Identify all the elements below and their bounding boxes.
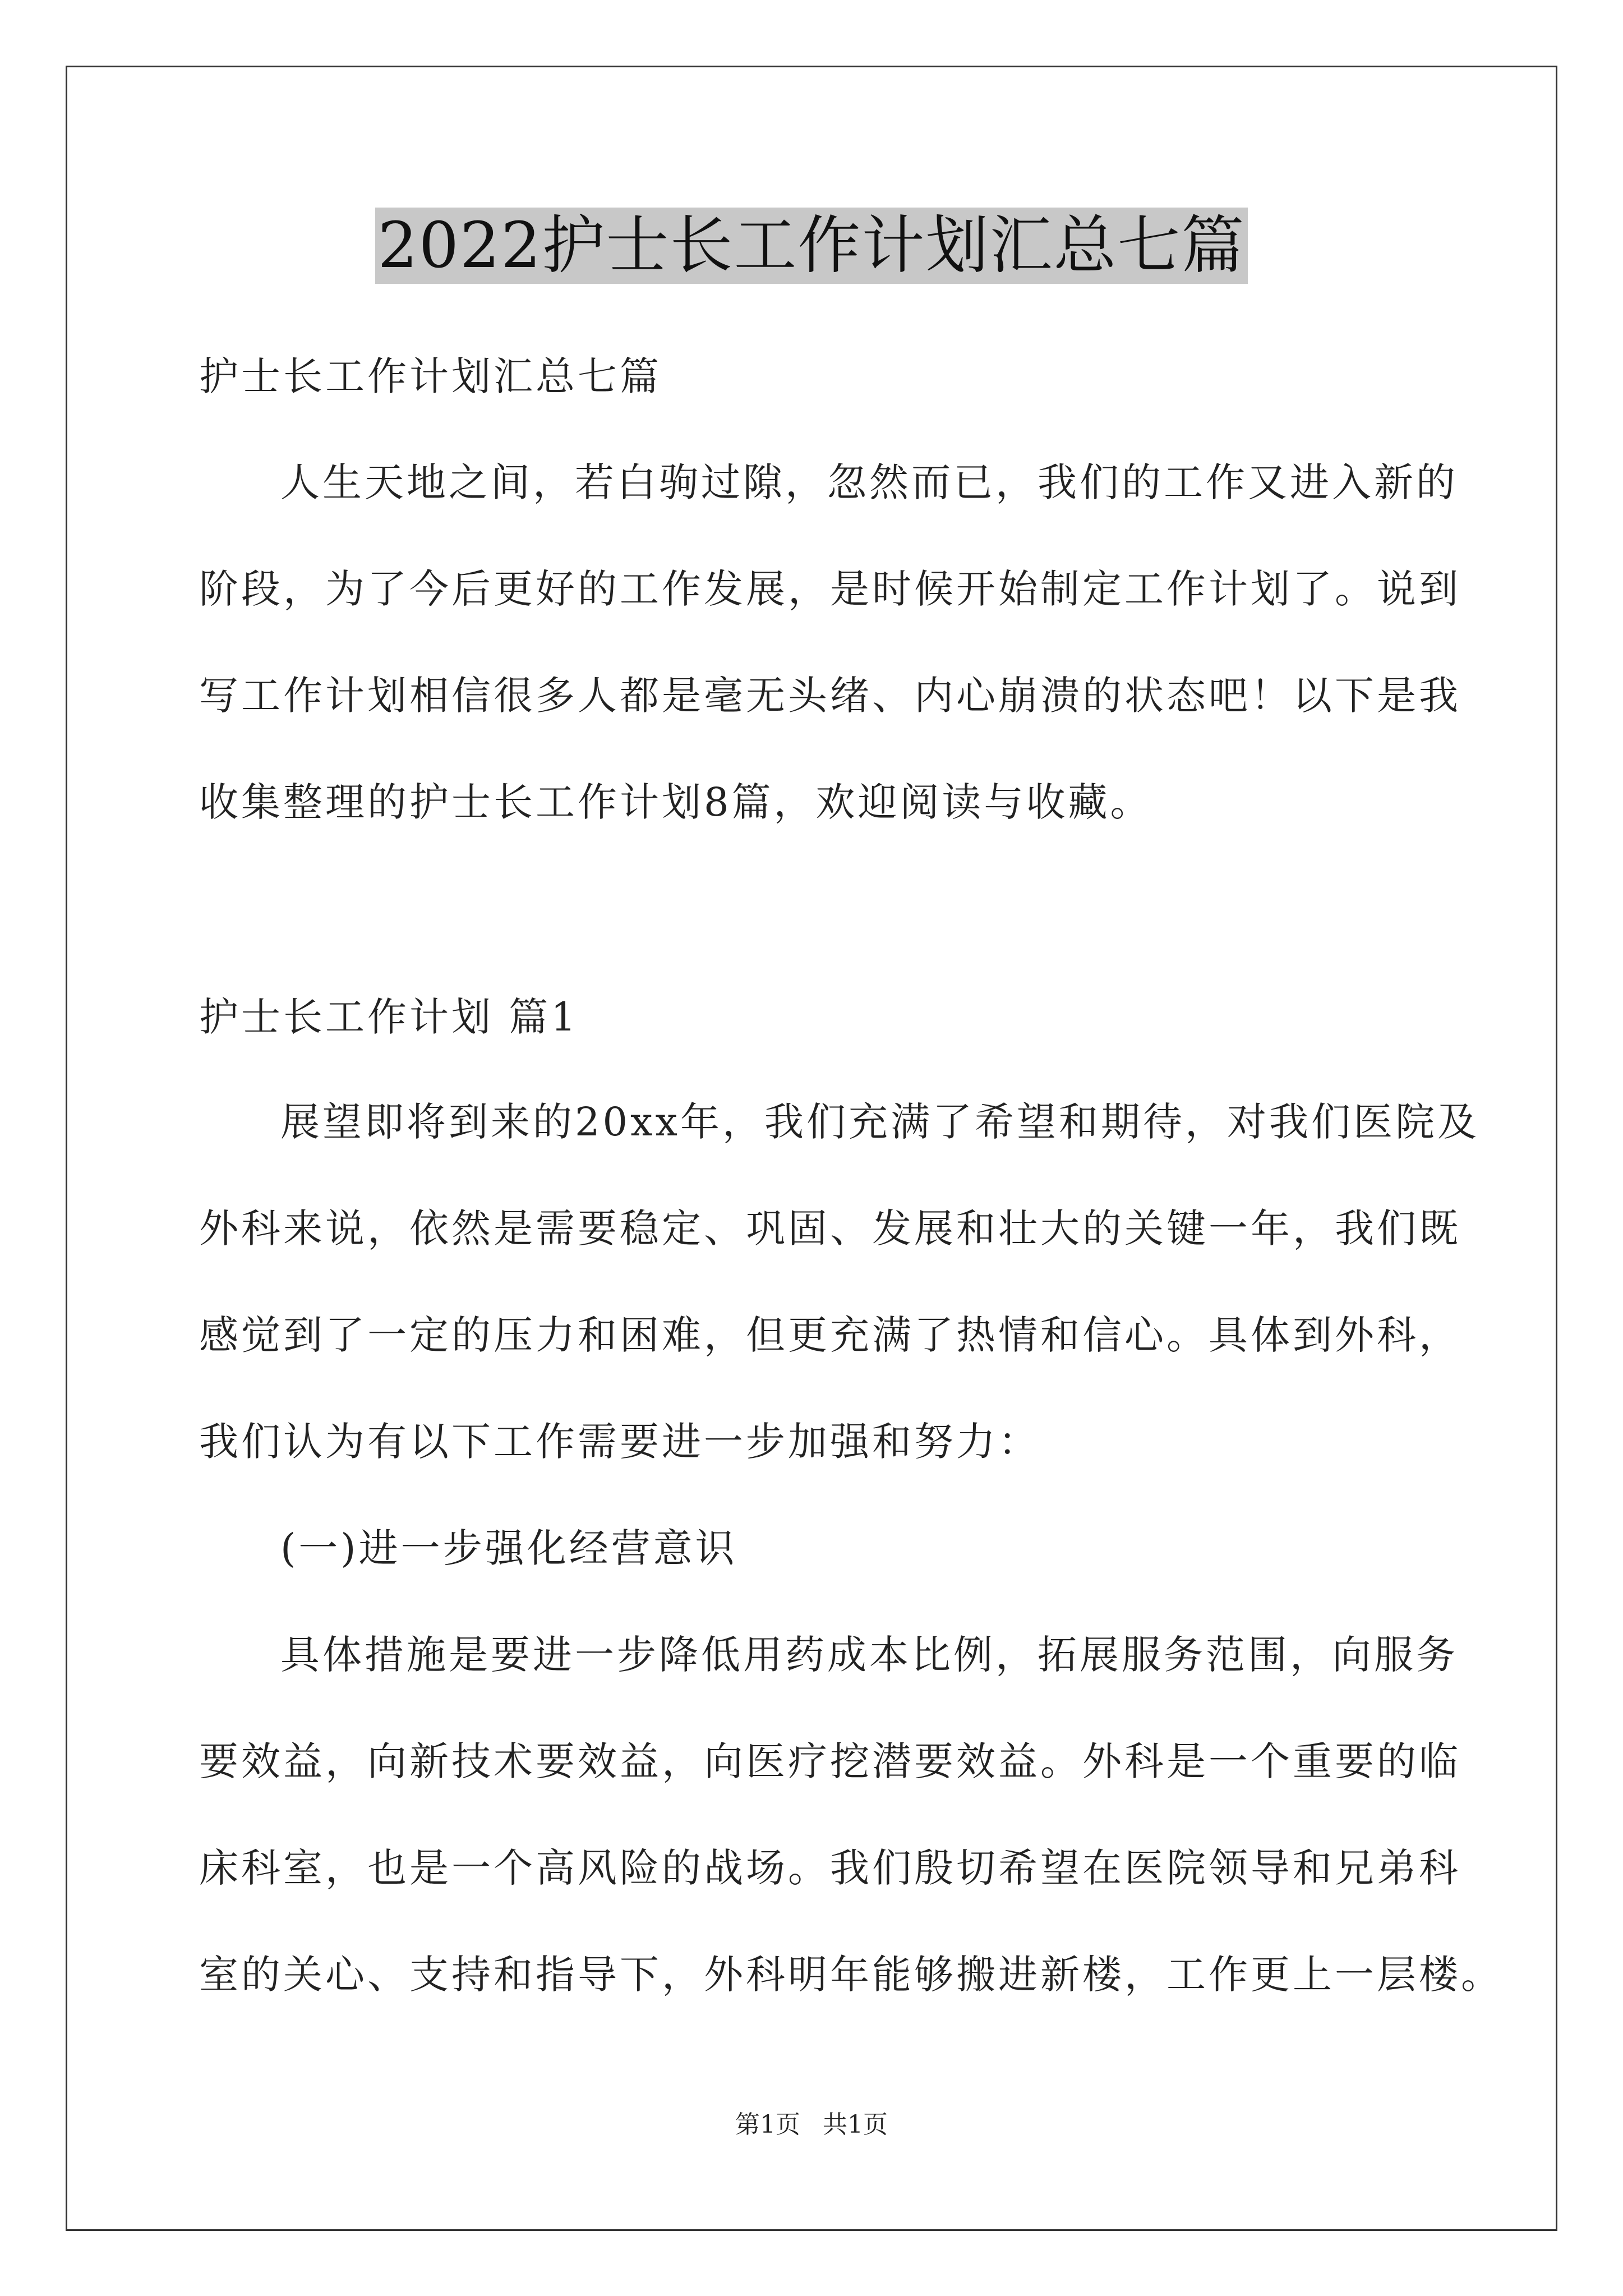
document-title: 2022护士长工作计划汇总七篇 (375, 208, 1247, 284)
intro-line-3: 写工作计划相信很多人都是毫无头绪、内心崩溃的状态吧！以下是我 (199, 673, 1461, 719)
section-para2-line-1: 具体措施是要进一步降低用药成本比例，拓展服务范围，向服务 (280, 1632, 1458, 1678)
section-para1-line-4: 我们认为有以下工作需要进一步加强和努力： (199, 1419, 1040, 1465)
section-para2-line-4: 室的关心、支持和指导下，外科明年能够搬进新楼，工作更上一层楼。 (199, 1952, 1503, 1998)
title-wrapper (0, 208, 1623, 284)
subtitle: 护士长工作计划汇总七篇 (199, 353, 662, 399)
section-para1-line-2: 外科来说，依然是需要稳定、巩固、发展和壮大的关键一年，我们既 (199, 1205, 1461, 1251)
page-number: 第1页 (735, 2110, 800, 2139)
page-footer (0, 2109, 1623, 2141)
section-para1-line-1: 展望即将到来的20xx年，我们充满了希望和期待，对我们医院及 (280, 1099, 1480, 1145)
section-para2-line-3: 床科室，也是一个高风险的战场。我们殷切希望在医院领导和兄弟科 (199, 1845, 1461, 1891)
intro-line-2: 阶段，为了今后更好的工作发展，是时候开始制定工作计划了。说到 (199, 566, 1461, 612)
section-para1-line-3: 感觉到了一定的压力和困难，但更充满了热情和信心。具体到外科， (199, 1312, 1461, 1358)
intro-line-4: 收集整理的护士长工作计划8篇，欢迎阅读与收藏。 (199, 779, 1152, 825)
section-para2-line-2: 要效益，向新技术要效益，向医疗挖潜要效益。外科是一个重要的临 (199, 1738, 1461, 1784)
intro-line-1: 人生天地之间，若白驹过隙，忽然而已，我们的工作又进入新的 (280, 459, 1458, 505)
section-heading: 护士长工作计划 篇1 (199, 994, 579, 1040)
page-total: 共1页 (823, 2110, 888, 2139)
subheading: (一)进一步强化经营意识 (280, 1525, 737, 1571)
